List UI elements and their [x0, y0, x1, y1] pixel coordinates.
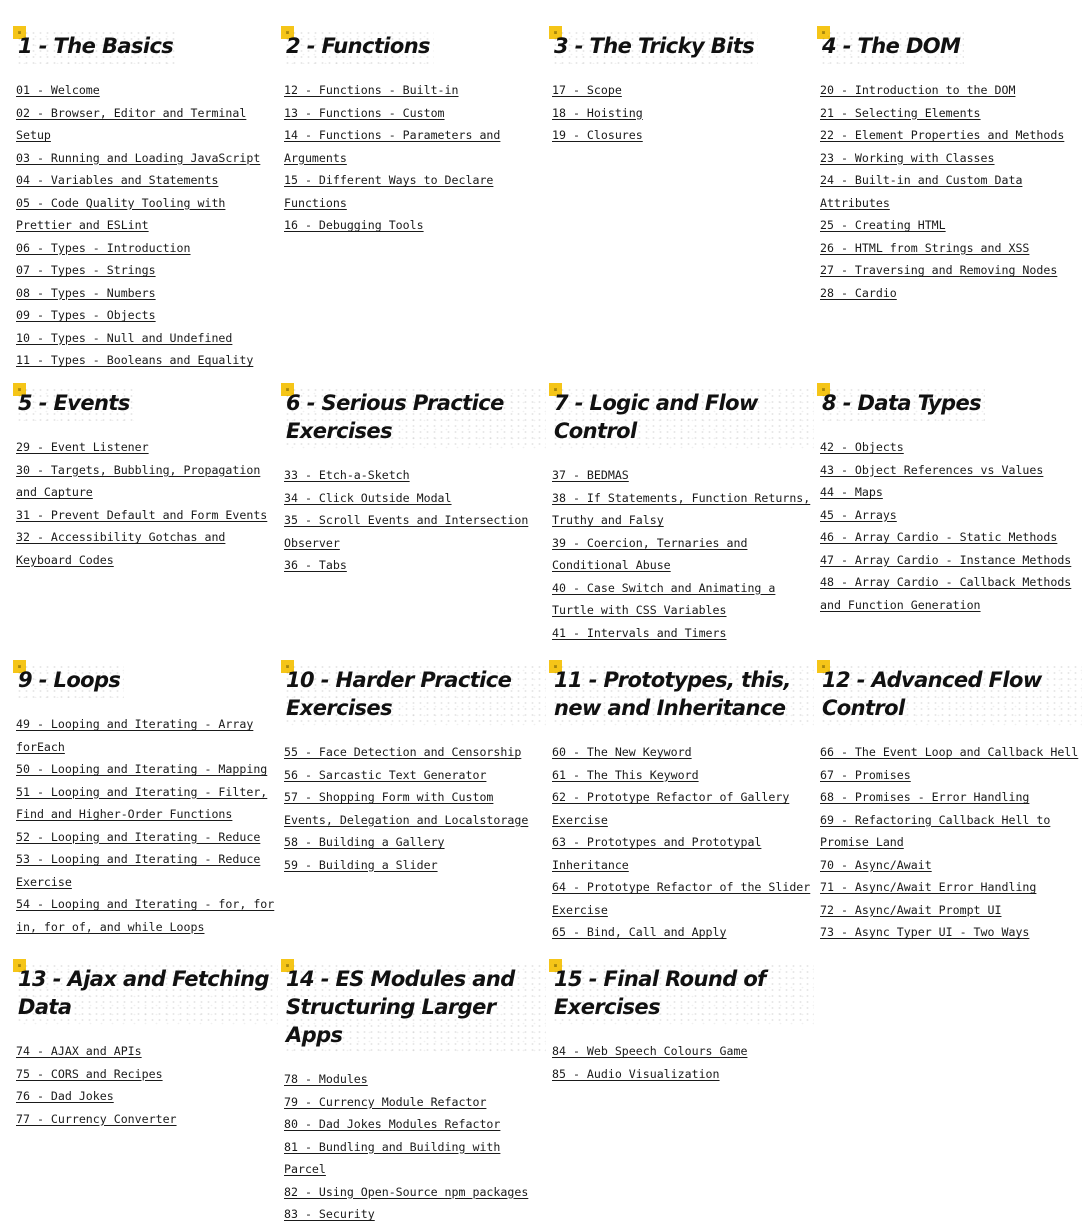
lesson-link[interactable]: 81 - Bundling and Building with Parcel	[284, 1139, 501, 1176]
list-item	[552, 102, 814, 125]
lesson-link[interactable]: 20 - Introduction to the DOM	[820, 83, 1016, 97]
list-item	[552, 622, 814, 645]
module-1	[16, 26, 278, 372]
lesson-link[interactable]: 31 - Prevent Default and Form Events	[16, 507, 268, 522]
lesson-link[interactable]: 02 - Browser, Editor and Terminal Setup	[16, 105, 247, 142]
lesson-link[interactable]: 09 - Types - Objects	[16, 308, 156, 322]
list-item	[820, 459, 1082, 482]
list-item	[820, 79, 1082, 102]
lesson-link[interactable]: 83 - Security	[284, 1207, 375, 1221]
list-item	[16, 504, 278, 527]
list-item	[16, 1085, 278, 1108]
lesson-link[interactable]: 23 - Working with Classes	[820, 150, 995, 165]
list-item	[16, 826, 278, 849]
list-item	[820, 214, 1082, 237]
list-item	[820, 571, 1082, 616]
list-item	[16, 192, 278, 237]
lesson-link[interactable]: 49 - Looping and Iterating - Array forEach	[16, 717, 254, 754]
list-item	[284, 764, 546, 787]
list-item	[284, 1136, 546, 1181]
module-header	[16, 660, 278, 698]
list-item	[820, 741, 1082, 764]
module-6	[284, 383, 546, 577]
module-header	[16, 383, 278, 421]
lesson-link[interactable]: 12 - Functions - Built-in	[284, 83, 459, 97]
list-item	[820, 899, 1082, 922]
module-title: 7 - Logic and Flow Control	[552, 387, 814, 449]
lesson-link[interactable]: 41 - Intervals and Timers	[552, 625, 727, 640]
lesson-link[interactable]: 28 - Cardio	[820, 285, 897, 300]
list-item	[820, 764, 1082, 787]
module-title: 2 - Functions	[284, 30, 434, 64]
lesson-list	[552, 1040, 814, 1085]
lesson-link[interactable]: 05 - Code Quality Tooling with Prettier and ESLint	[16, 195, 226, 232]
lesson-link[interactable]: 33 - Etch-a-Sketch	[284, 468, 410, 482]
lesson-list	[16, 436, 278, 571]
lesson-list	[16, 1040, 278, 1130]
lesson-link[interactable]: 46 - Array Cardio - Static Methods	[820, 530, 1058, 544]
list-item	[16, 436, 278, 459]
list-item	[552, 79, 814, 102]
module-title: 4 - The DOM	[820, 30, 964, 64]
list-item	[16, 781, 278, 826]
lesson-link[interactable]: 06 - Types - Introduction	[16, 240, 191, 255]
list-item	[820, 147, 1082, 170]
list-item	[552, 764, 814, 787]
module-title: 3 - The Tricky Bits	[552, 30, 758, 64]
lesson-link[interactable]: 76 - Dad Jokes	[16, 1089, 114, 1103]
lesson-link[interactable]: 43 - Object References vs Values	[820, 462, 1044, 477]
lesson-list	[284, 79, 546, 237]
list-item	[552, 464, 814, 487]
list-item	[552, 831, 814, 876]
list-item	[16, 526, 278, 571]
lesson-link[interactable]: 47 - Array Cardio - Instance Methods	[820, 552, 1072, 567]
module-title: 8 - Data Types	[820, 387, 985, 421]
list-item	[284, 1091, 546, 1114]
list-item	[16, 237, 278, 260]
list-item	[16, 893, 278, 938]
lesson-link[interactable]: 63 - Prototypes and Prototypal Inheritance	[552, 835, 762, 872]
lesson-link[interactable]: 67 - Promises	[820, 767, 911, 782]
list-item	[16, 304, 278, 327]
module-title: 13 - Ajax and Fetching Data	[16, 963, 278, 1025]
lesson-link[interactable]: 08 - Types - Numbers	[16, 285, 156, 300]
lesson-link[interactable]: 54 - Looping and Iterating - for, for in, for of, and while Loops	[16, 897, 275, 934]
list-item	[820, 526, 1082, 549]
list-item	[16, 259, 278, 282]
list-item	[16, 1063, 278, 1086]
lesson-link[interactable]: 37 - BEDMAS	[552, 468, 629, 482]
lesson-link[interactable]: 61 - The This Keyword	[552, 767, 699, 782]
lesson-link[interactable]: 15 - Different Ways to Declare Functions	[284, 173, 494, 210]
lesson-link[interactable]: 77 - Currency Converter	[16, 1111, 177, 1126]
lesson-list	[820, 436, 1082, 616]
lesson-list	[820, 741, 1082, 944]
list-item	[16, 147, 278, 170]
lesson-link[interactable]: 73 - Async Typer UI - Two Ways	[820, 925, 1030, 939]
list-item	[284, 854, 546, 877]
lesson-link[interactable]: 07 - Types - Strings	[16, 263, 156, 277]
module-3	[552, 26, 814, 147]
list-item	[16, 349, 278, 372]
lesson-link[interactable]: 29 - Event Listener	[16, 440, 149, 454]
module-4	[820, 26, 1082, 304]
list-item	[820, 504, 1082, 527]
module-title: 11 - Prototypes, this, new and Inheritance	[552, 664, 814, 726]
module-title: 9 - Loops	[16, 664, 124, 698]
lesson-link[interactable]: 25 - Creating HTML	[820, 218, 946, 232]
list-item	[16, 848, 278, 893]
lesson-link[interactable]: 60 - The New Keyword	[552, 745, 692, 759]
list-item	[820, 809, 1082, 854]
list-item	[820, 102, 1082, 125]
lesson-link[interactable]: 55 - Face Detection and Censorship	[284, 745, 522, 759]
lesson-link[interactable]: 11 - Types - Booleans and Equality	[16, 353, 254, 367]
list-item	[820, 436, 1082, 459]
lesson-list	[284, 464, 546, 577]
lesson-link[interactable]: 48 - Array Cardio - Callback Methods and Function Generation	[820, 575, 1072, 612]
module-15	[552, 959, 814, 1085]
lesson-link[interactable]: 42 - Objects	[820, 440, 904, 454]
module-header	[820, 660, 1082, 726]
lesson-link[interactable]: 32 - Accessibility Gotchas and Keyboard Codes	[16, 530, 226, 567]
lesson-link[interactable]: 39 - Coercion, Ternaries and Conditional Abuse	[552, 535, 748, 572]
list-item	[16, 758, 278, 781]
list-item	[552, 921, 814, 944]
module-14	[284, 959, 546, 1226]
lesson-link[interactable]: 22 - Element Properties and Methods	[820, 128, 1065, 142]
list-item	[552, 1040, 814, 1063]
module-5	[16, 383, 278, 571]
lesson-link[interactable]: 44 - Maps	[820, 485, 883, 499]
lesson-list	[284, 741, 546, 876]
list-item	[820, 921, 1082, 944]
lesson-link[interactable]: 17 - Scope	[552, 83, 622, 97]
list-item	[16, 1108, 278, 1131]
list-item	[16, 459, 278, 504]
list-item	[284, 169, 546, 214]
module-title: 12 - Advanced Flow Control	[820, 664, 1082, 726]
lesson-link[interactable]: 70 - Async/Await	[820, 857, 932, 872]
lesson-link[interactable]: 64 - Prototype Refactor of the Slider Exercise	[552, 880, 811, 917]
lesson-link[interactable]: 68 - Promises - Error Handling	[820, 790, 1030, 804]
lesson-link[interactable]: 72 - Async/Await Prompt UI	[820, 902, 1002, 917]
lesson-link[interactable]: 52 - Looping and Iterating - Reduce	[16, 829, 261, 844]
lesson-link[interactable]: 26 - HTML from Strings and XSS	[820, 240, 1030, 255]
lesson-list	[16, 79, 278, 372]
lesson-link[interactable]: 13 - Functions - Custom	[284, 105, 445, 120]
module-header	[552, 383, 814, 449]
list-item	[16, 282, 278, 305]
list-item	[552, 532, 814, 577]
lesson-link[interactable]: 35 - Scroll Events and Intersection Observer	[284, 513, 529, 550]
list-item	[820, 549, 1082, 572]
lesson-link[interactable]: 85 - Audio Visualization	[552, 1066, 720, 1081]
lesson-link[interactable]: 59 - Building a Slider	[284, 857, 438, 872]
lesson-link[interactable]: 79 - Currency Module Refactor	[284, 1094, 487, 1109]
list-item	[284, 831, 546, 854]
lesson-link[interactable]: 34 - Click Outside Modal	[284, 490, 452, 505]
lesson-link[interactable]: 38 - If Statements, Function Returns, Truthy and Falsy	[552, 490, 811, 527]
lesson-link[interactable]: 18 - Hoisting	[552, 105, 643, 120]
module-11	[552, 660, 814, 944]
lesson-link[interactable]: 69 - Refactoring Callback Hell to Promise Land	[820, 812, 1051, 849]
list-item	[284, 102, 546, 125]
lesson-link[interactable]: 82 - Using Open-Source npm packages	[284, 1184, 529, 1199]
lesson-list	[552, 79, 814, 147]
module-header	[552, 26, 814, 64]
list-item	[552, 577, 814, 622]
lesson-link[interactable]: 74 - AJAX and APIs	[16, 1044, 142, 1058]
lesson-link[interactable]: 62 - Prototype Refactor of Gallery Exercise	[552, 790, 790, 827]
list-item	[552, 487, 814, 532]
list-item	[16, 169, 278, 192]
list-item	[552, 741, 814, 764]
list-item	[284, 1068, 546, 1091]
lesson-link[interactable]: 50 - Looping and Iterating - Mapping	[16, 762, 268, 776]
list-item	[820, 237, 1082, 260]
module-13	[16, 959, 278, 1130]
lesson-link[interactable]: 36 - Tabs	[284, 558, 347, 572]
list-item	[284, 124, 546, 169]
list-item	[284, 1113, 546, 1136]
module-header	[284, 26, 546, 64]
module-header	[552, 660, 814, 726]
lesson-link[interactable]: 21 - Selecting Elements	[820, 105, 981, 120]
list-item	[552, 1063, 814, 1086]
module-7	[552, 383, 814, 644]
lesson-link[interactable]: 80 - Dad Jokes Modules Refactor	[284, 1117, 501, 1131]
list-item	[16, 1040, 278, 1063]
lesson-link[interactable]: 84 - Web Speech Colours Game	[552, 1044, 748, 1058]
lesson-link[interactable]: 03 - Running and Loading JavaScript	[16, 150, 261, 165]
module-header	[820, 383, 1082, 421]
list-item	[284, 554, 546, 577]
lesson-link[interactable]: 53 - Looping and Iterating - Reduce Exercise	[16, 852, 261, 889]
list-item	[16, 327, 278, 350]
list-item	[552, 786, 814, 831]
lesson-link[interactable]: 40 - Case Switch and Animating a Turtle with CSS Variables	[552, 580, 776, 617]
module-12	[820, 660, 1082, 944]
lesson-list	[16, 713, 278, 938]
list-item	[284, 487, 546, 510]
list-item	[820, 854, 1082, 877]
module-10	[284, 660, 546, 876]
lesson-link[interactable]: 14 - Functions - Parameters and Arguments	[284, 128, 501, 165]
module-8	[820, 383, 1082, 616]
list-item	[16, 713, 278, 758]
lesson-link[interactable]: 24 - Built-in and Custom Data Attributes	[820, 173, 1023, 210]
lesson-list	[552, 464, 814, 644]
lesson-link[interactable]: 01 - Welcome	[16, 83, 100, 97]
list-item	[284, 741, 546, 764]
list-item	[284, 79, 546, 102]
list-item	[284, 1203, 546, 1226]
module-header	[16, 959, 278, 1025]
lesson-link[interactable]: 51 - Looping and Iterating - Filter, Find and Higher-Order Functions	[16, 784, 268, 821]
list-item	[284, 464, 546, 487]
list-item	[16, 102, 278, 147]
module-header	[284, 383, 546, 449]
lesson-link[interactable]: 71 - Async/Await Error Handling	[820, 880, 1037, 894]
lesson-link[interactable]: 56 - Sarcastic Text Generator	[284, 767, 487, 782]
module-header	[284, 959, 546, 1053]
list-item	[284, 214, 546, 237]
lesson-link[interactable]: 16 - Debugging Tools	[284, 218, 424, 232]
list-item	[16, 79, 278, 102]
list-item	[820, 259, 1082, 282]
list-item	[820, 876, 1082, 899]
list-item	[552, 876, 814, 921]
list-item	[820, 169, 1082, 214]
list-item	[820, 282, 1082, 305]
lesson-link[interactable]: 04 - Variables and Statements	[16, 173, 219, 187]
lesson-link[interactable]: 57 - Shopping Form with Custom Events, Delegation and Localstorage	[284, 790, 529, 827]
lesson-link[interactable]: 19 - Closures	[552, 128, 643, 142]
lesson-list	[552, 741, 814, 944]
list-item	[820, 481, 1082, 504]
lesson-link[interactable]: 65 - Bind, Call and Apply	[552, 925, 727, 939]
lesson-link[interactable]: 10 - Types - Null and Undefined	[16, 330, 233, 345]
module-title: 15 - Final Round of Exercises	[552, 963, 814, 1025]
list-item	[552, 124, 814, 147]
module-title: 5 - Events	[16, 387, 134, 421]
lesson-link[interactable]: 27 - Traversing and Removing Nodes	[820, 263, 1058, 277]
list-item	[820, 786, 1082, 809]
lesson-link[interactable]: 66 - The Event Loop and Callback Hell	[820, 745, 1079, 759]
module-title: 10 - Harder Practice Exercises	[284, 664, 546, 726]
module-2	[284, 26, 546, 237]
module-title: 1 - The Basics	[16, 30, 177, 64]
module-header	[552, 959, 814, 1025]
lesson-list	[284, 1068, 546, 1226]
module-header	[16, 26, 278, 64]
module-header	[820, 26, 1082, 64]
lesson-link[interactable]: 75 - CORS and Recipes	[16, 1066, 163, 1081]
lesson-list	[820, 79, 1082, 304]
list-item	[284, 509, 546, 554]
lesson-link[interactable]: 30 - Targets, Bubbling, Propagation and Capture	[16, 462, 261, 499]
list-item	[284, 786, 546, 831]
module-9	[16, 660, 278, 938]
module-title: 14 - ES Modules and Structuring Larger Apps	[284, 963, 546, 1053]
lesson-link[interactable]: 58 - Building a Gallery	[284, 835, 445, 849]
list-item	[820, 124, 1082, 147]
lesson-link[interactable]: 78 - Modules	[284, 1072, 368, 1086]
lesson-link[interactable]: 45 - Arrays	[820, 507, 897, 522]
module-header	[284, 660, 546, 726]
module-title: 6 - Serious Practice Exercises	[284, 387, 546, 449]
